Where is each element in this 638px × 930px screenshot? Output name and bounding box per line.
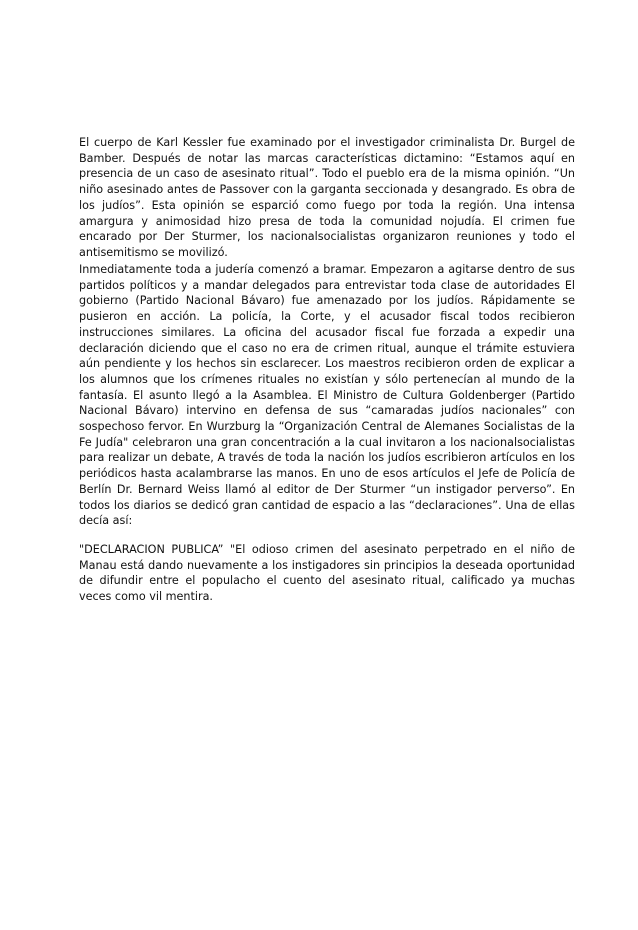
paragraph-body-2: Inmediatamente toda a judería comenzó a bramar. Empezaron a agitarse dentro de sus partidos políticos y a mandar delegados para entrevistar toda clase de autoridades El gobierno (Partido Nacional Bávaro) fue amenazado por los judíos. Rápidamente se pusieron en acción. La policía, la Corte, y el acusador fiscal todos recibieron instrucciones similares. La oficina del acusador fiscal fue forzada a expedir una declaración diciendo que el caso no era de crimen ritual, aunque el trámite estuviera aún pendiente y los hechos sin esclarecer. Los maestros recibieron orden de explicar a los alumnos que los crímenes rituales no existían y sólo pertenecían al mundo de la fantasía. El asunto llegó a la Asamblea. El Ministro de Cultura Goldenberger (Partido Nacional Bávaro) intervino en defensa de sus “camaradas judíos nacionales” con sospechoso fervor. En Wurzburg la “Organización Central de Alemanes Socialistas de la Fe Judía" celebraron una gran concentración a la cual invitaron a los nacionalsocialistas para realizar un debate, A través de toda la nación los judíos escribieron artículos en los periódicos hasta acalambrarse las manos. En uno de esos artículos el Jefe de Policía de Berlín Dr. Bernard Weiss llamó al editor de Der Sturmer “un instigador perverso”. En todos los diarios se dedicó gran cantidad de espacio a las “declaraciones”. Una de ellas decía así: (79, 263, 575, 528)
paragraph-declaration-quote: "DECLARACION PUBLICA” "El odioso crimen del asesinato perpetrado en el niño de Manau está dando nuevamente a los instigadores sin principios la deseada oportunidad de difundir entre el populacho el cuento del asesinato ritual, calificado ya muchas veces como vil mentira. (79, 543, 575, 604)
paragraph-body-1: El cuerpo de Karl Kessler fue examinado por el investigador criminalista Dr. Burgel de Bamber. Después de notar las marcas características dictamino: “Estamos aquí en presencia de un caso de asesinato ritual”. Todo el pueblo era de la misma opinión. “Un niño asesinado antes de Passover con la garganta seccionada y desangrado. Es obra de los judíos”. Esta opinión se esparció como fuego por toda la región. Una intensa amargura y animosidad hizo presa de toda la comunidad nojudía. El crimen fue encarado por Der Sturmer, los nacionalsocialistas organizaron reuniones y todo el antisemitismo se movilizó. (79, 136, 575, 259)
